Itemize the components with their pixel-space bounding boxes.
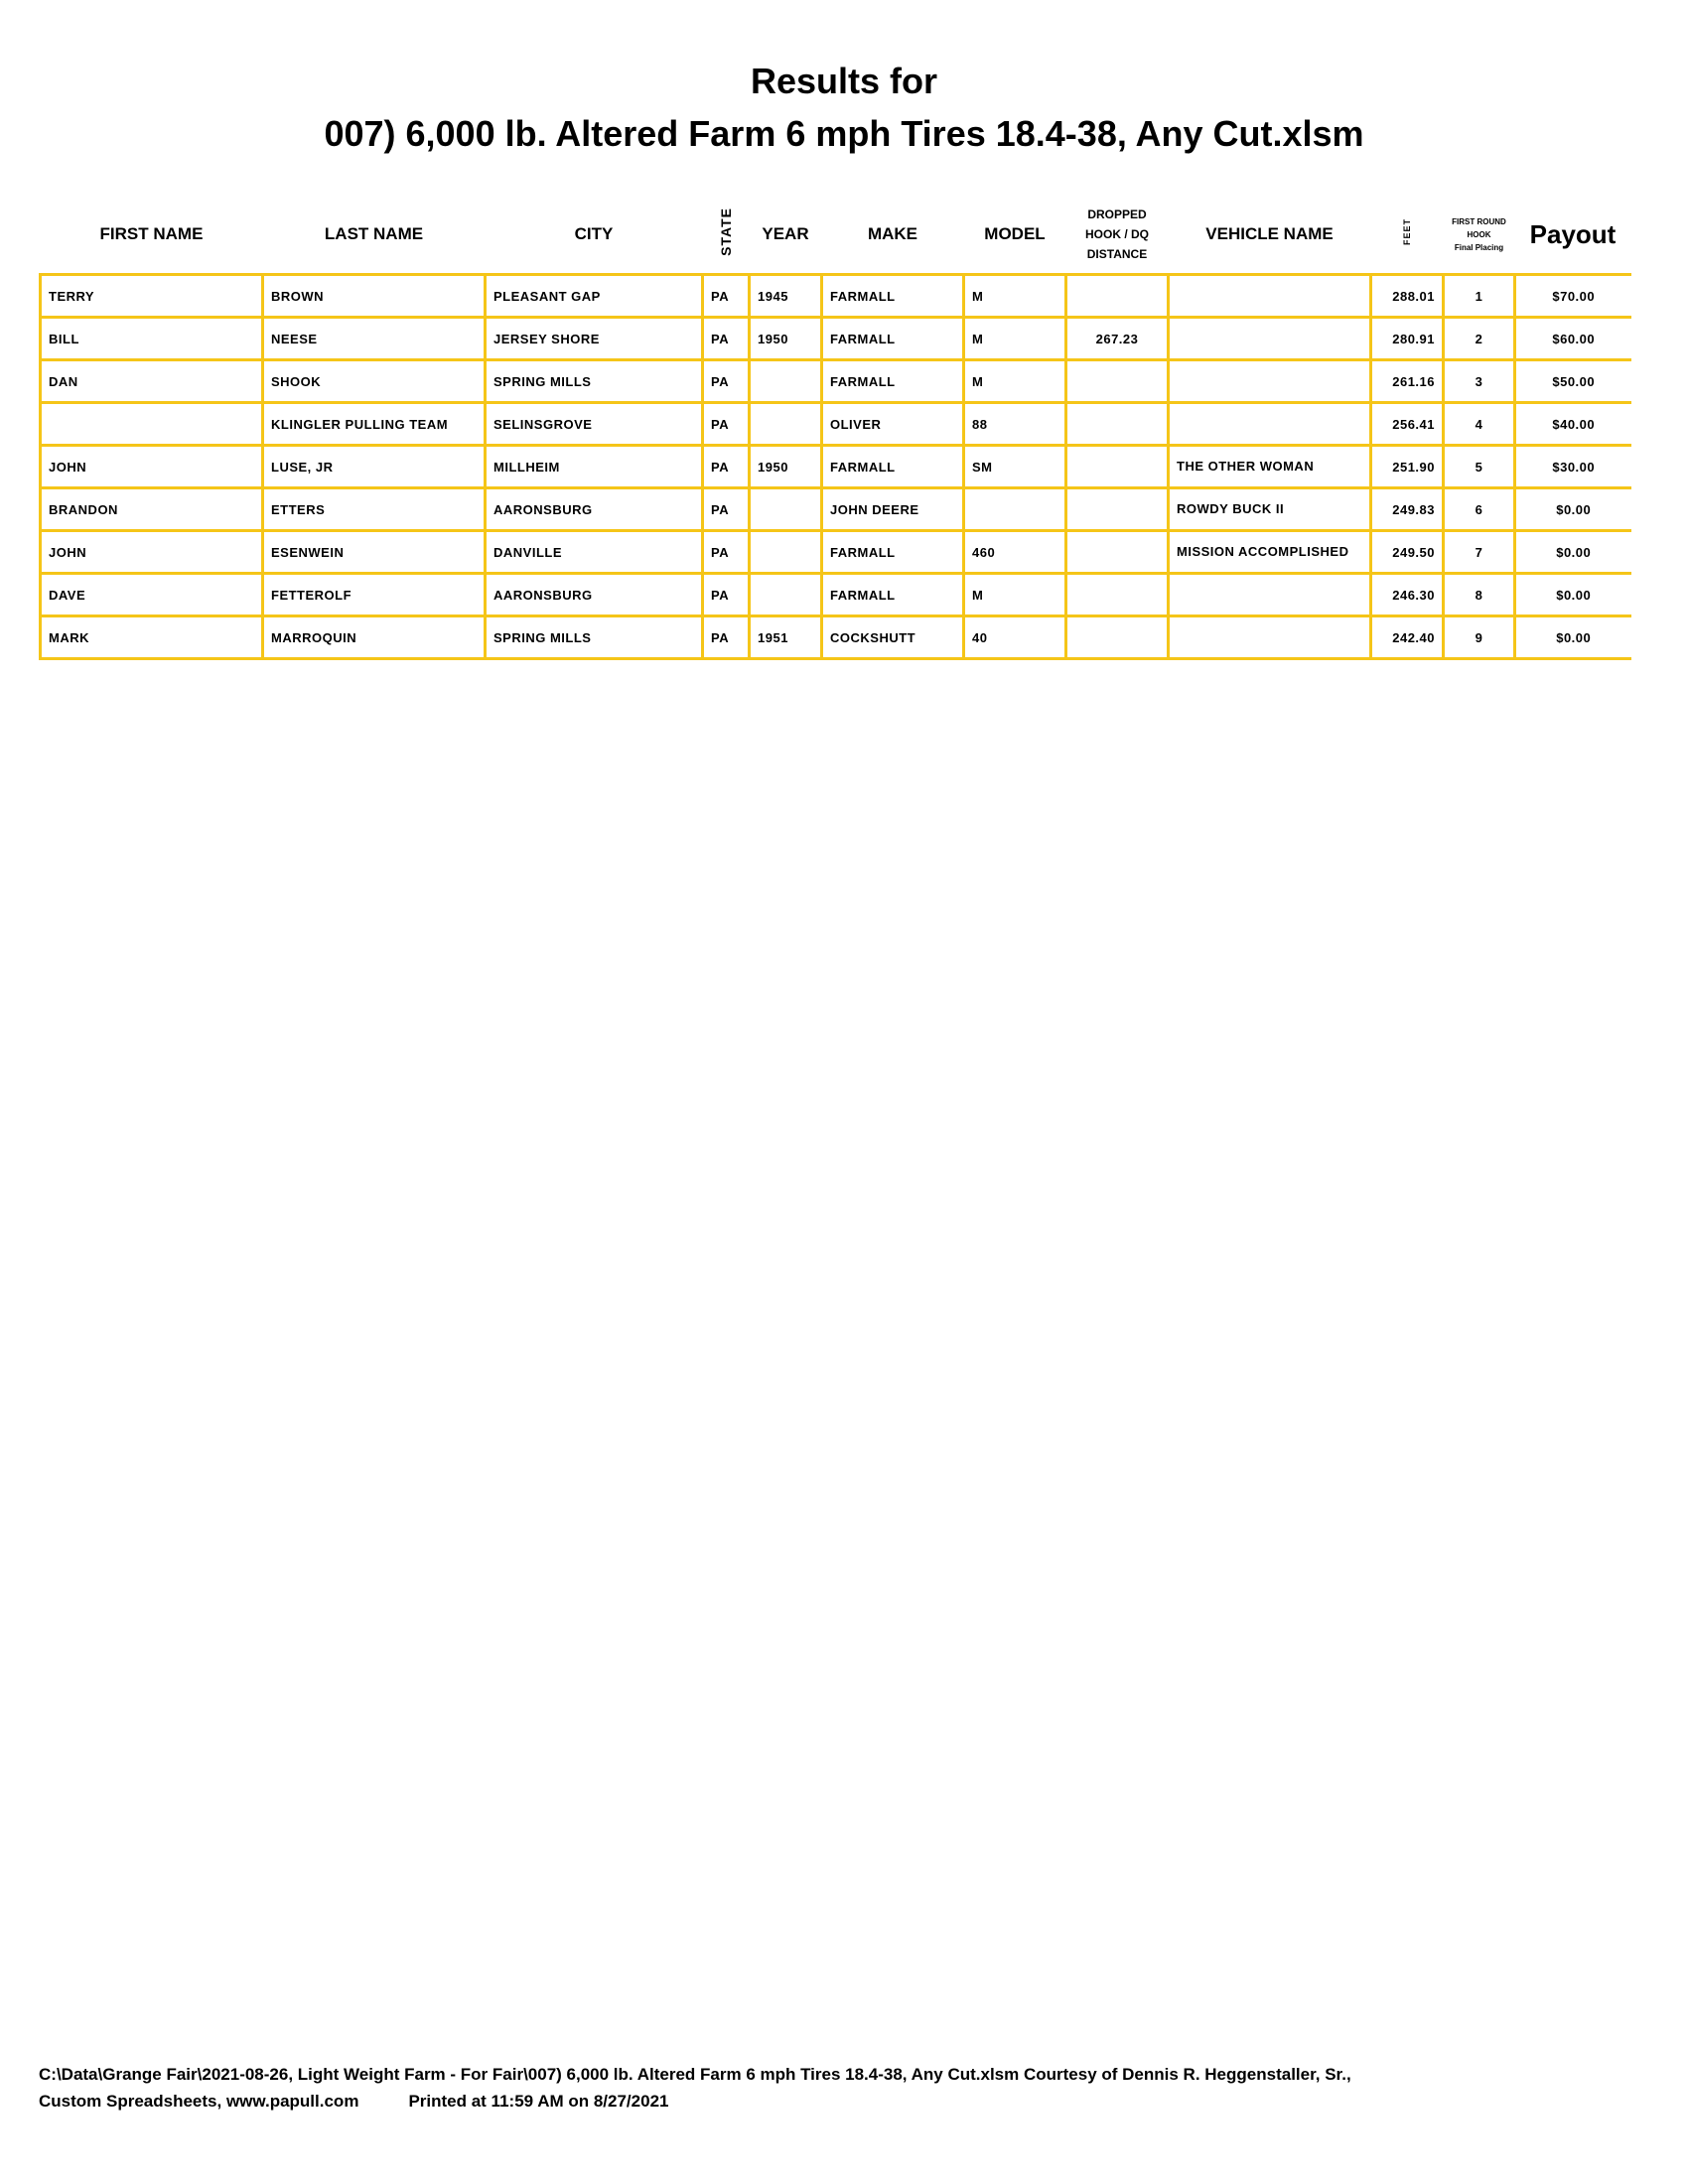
cell-place: 7: [1444, 531, 1515, 574]
cell-payout: $0.00: [1515, 616, 1631, 659]
header-first-name: FIRST NAME: [41, 196, 263, 275]
cell-feet: 261.16: [1371, 360, 1444, 403]
cell-model: M: [964, 275, 1066, 318]
cell-vehicle-name: ROWDY BUCK II: [1169, 488, 1371, 531]
cell-year: 1950: [750, 446, 822, 488]
cell-vehicle-name: [1169, 360, 1371, 403]
cell-dropped: [1066, 403, 1169, 446]
cell-vehicle-name: THE OTHER WOMAN: [1169, 446, 1371, 488]
cell-last-name: MARROQUIN: [263, 616, 486, 659]
header-state-label: STATE: [718, 207, 734, 256]
cell-last-name: LUSE, JR: [263, 446, 486, 488]
cell-last-name: BROWN: [263, 275, 486, 318]
header-first-round-line-1: FIRST ROUND: [1452, 216, 1506, 226]
cell-state: PA: [703, 275, 750, 318]
cell-vehicle-name: [1169, 275, 1371, 318]
cell-make: FARMALL: [822, 275, 964, 318]
cell-year: 1951: [750, 616, 822, 659]
cell-first-name: JOHN: [41, 446, 263, 488]
header-feet-label: FEET: [1402, 217, 1412, 245]
table-row: [41, 616, 1631, 659]
footer-line-2: [39, 2088, 1647, 2115]
cell-feet: 246.30: [1371, 574, 1444, 616]
footer-printed-timestamp: Printed at 11:59 AM on 8/27/2021: [408, 2092, 669, 2111]
cell-payout: $0.00: [1515, 488, 1631, 531]
cell-vehicle-name: MISSION ACCOMPLISHED: [1169, 531, 1371, 574]
cell-last-name: ETTERS: [263, 488, 486, 531]
cell-make: COCKSHUTT: [822, 616, 964, 659]
cell-feet: 249.50: [1371, 531, 1444, 574]
cell-payout: $70.00: [1515, 275, 1631, 318]
cell-dropped: [1066, 531, 1169, 574]
table-row: [41, 318, 1631, 360]
cell-place: 3: [1444, 360, 1515, 403]
cell-city: DANVILLE: [486, 531, 703, 574]
cell-first-name: DAN: [41, 360, 263, 403]
header-dropped-line-3: DISTANCE: [1086, 247, 1148, 261]
table-row: [41, 360, 1631, 403]
header-year: YEAR: [750, 196, 822, 275]
header-last-name: LAST NAME: [263, 196, 486, 275]
table-row: [41, 531, 1631, 574]
cell-payout: $40.00: [1515, 403, 1631, 446]
cell-dropped: [1066, 574, 1169, 616]
cell-last-name: KLINGLER PULLING TEAM: [263, 403, 486, 446]
cell-model: M: [964, 360, 1066, 403]
cell-vehicle-name: [1169, 616, 1371, 659]
footer-file-path: C:\Data\Grange Fair\2021-08-26, Light Weight Farm - For Fair\007) 6,000 lb. Altered Farm 6 mph Tires 18.4-38, Any Cut.xlsm Courtesy of Dennis R. Heggenstaller, Sr.,: [39, 2065, 1351, 2084]
cell-payout: $0.00: [1515, 531, 1631, 574]
table-row: [41, 488, 1631, 531]
cell-first-name: DAVE: [41, 574, 263, 616]
report-title: [0, 60, 1688, 156]
cell-make: FARMALL: [822, 360, 964, 403]
cell-city: SPRING MILLS: [486, 360, 703, 403]
cell-place: 5: [1444, 446, 1515, 488]
cell-year: 1950: [750, 318, 822, 360]
header-dropped-line-2: HOOK / DQ: [1084, 227, 1149, 241]
cell-make: JOHN DEERE: [822, 488, 964, 531]
cell-feet: 249.83: [1371, 488, 1444, 531]
cell-first-name: TERRY: [41, 275, 263, 318]
cell-state: PA: [703, 531, 750, 574]
table-row: [41, 403, 1631, 446]
cell-first-name: BRANDON: [41, 488, 263, 531]
header-city: CITY: [486, 196, 703, 275]
cell-state: PA: [703, 318, 750, 360]
cell-first-name: JOHN: [41, 531, 263, 574]
header-first-round-line-2: HOOK: [1467, 229, 1491, 239]
cell-dropped: [1066, 446, 1169, 488]
cell-make: FARMALL: [822, 574, 964, 616]
cell-payout: $50.00: [1515, 360, 1631, 403]
cell-dropped: 267.23: [1066, 318, 1169, 360]
cell-dropped: [1066, 275, 1169, 318]
cell-model: 460: [964, 531, 1066, 574]
cell-city: MILLHEIM: [486, 446, 703, 488]
cell-feet: 288.01: [1371, 275, 1444, 318]
title-line-2: 007) 6,000 lb. Altered Farm 6 mph Tires 18.4-38, Any Cut.xlsm: [324, 113, 1364, 154]
cell-vehicle-name: [1169, 318, 1371, 360]
cell-make: OLIVER: [822, 403, 964, 446]
page-footer: [39, 2061, 1647, 2115]
cell-first-name: MARK: [41, 616, 263, 659]
cell-place: 1: [1444, 275, 1515, 318]
cell-model: M: [964, 318, 1066, 360]
cell-state: PA: [703, 616, 750, 659]
cell-payout: $0.00: [1515, 574, 1631, 616]
cell-make: FARMALL: [822, 446, 964, 488]
results-table: [39, 196, 1631, 660]
title-line-1: Results for: [750, 61, 938, 101]
table-row: [41, 446, 1631, 488]
cell-vehicle-name: [1169, 403, 1371, 446]
cell-last-name: ESENWEIN: [263, 531, 486, 574]
cell-feet: 280.91: [1371, 318, 1444, 360]
cell-dropped: [1066, 488, 1169, 531]
cell-place: 2: [1444, 318, 1515, 360]
header-row: [41, 196, 1631, 275]
header-vehicle-name: VEHICLE NAME: [1169, 196, 1371, 275]
cell-model: 88: [964, 403, 1066, 446]
cell-payout: $30.00: [1515, 446, 1631, 488]
cell-city: PLEASANT GAP: [486, 275, 703, 318]
cell-feet: 256.41: [1371, 403, 1444, 446]
header-make: MAKE: [822, 196, 964, 275]
cell-state: PA: [703, 488, 750, 531]
cell-first-name: [41, 403, 263, 446]
cell-year: [750, 403, 822, 446]
cell-city: SELINSGROVE: [486, 403, 703, 446]
cell-year: [750, 531, 822, 574]
cell-model: M: [964, 574, 1066, 616]
cell-place: 9: [1444, 616, 1515, 659]
cell-year: [750, 488, 822, 531]
cell-make: FARMALL: [822, 531, 964, 574]
cell-city: SPRING MILLS: [486, 616, 703, 659]
header-feet: [1371, 196, 1444, 275]
cell-feet: 251.90: [1371, 446, 1444, 488]
cell-year: [750, 574, 822, 616]
cell-place: 6: [1444, 488, 1515, 531]
cell-last-name: NEESE: [263, 318, 486, 360]
cell-feet: 242.40: [1371, 616, 1444, 659]
cell-state: PA: [703, 446, 750, 488]
cell-city: AARONSBURG: [486, 488, 703, 531]
cell-year: 1945: [750, 275, 822, 318]
cell-first-name: BILL: [41, 318, 263, 360]
cell-state: PA: [703, 574, 750, 616]
header-state: [703, 196, 750, 275]
cell-state: PA: [703, 403, 750, 446]
cell-make: FARMALL: [822, 318, 964, 360]
cell-place: 8: [1444, 574, 1515, 616]
cell-model: 40: [964, 616, 1066, 659]
footer-credit: Custom Spreadsheets, www.papull.com: [39, 2092, 359, 2111]
cell-payout: $60.00: [1515, 318, 1631, 360]
cell-place: 4: [1444, 403, 1515, 446]
cell-dropped: [1066, 360, 1169, 403]
header-first-round-hook: [1444, 196, 1515, 275]
header-payout: Payout: [1515, 196, 1631, 275]
cell-model: SM: [964, 446, 1066, 488]
cell-state: PA: [703, 360, 750, 403]
header-dropped-line-1: DROPPED: [1087, 207, 1147, 221]
cell-model: [964, 488, 1066, 531]
cell-last-name: FETTEROLF: [263, 574, 486, 616]
header-first-round-line-3: Final Placing: [1454, 242, 1504, 252]
cell-city: AARONSBURG: [486, 574, 703, 616]
table-row: [41, 275, 1631, 318]
table-row: [41, 574, 1631, 616]
header-model: MODEL: [964, 196, 1066, 275]
cell-last-name: SHOOK: [263, 360, 486, 403]
header-dropped-hook: [1066, 196, 1169, 275]
cell-dropped: [1066, 616, 1169, 659]
cell-year: [750, 360, 822, 403]
cell-city: JERSEY SHORE: [486, 318, 703, 360]
cell-vehicle-name: [1169, 574, 1371, 616]
